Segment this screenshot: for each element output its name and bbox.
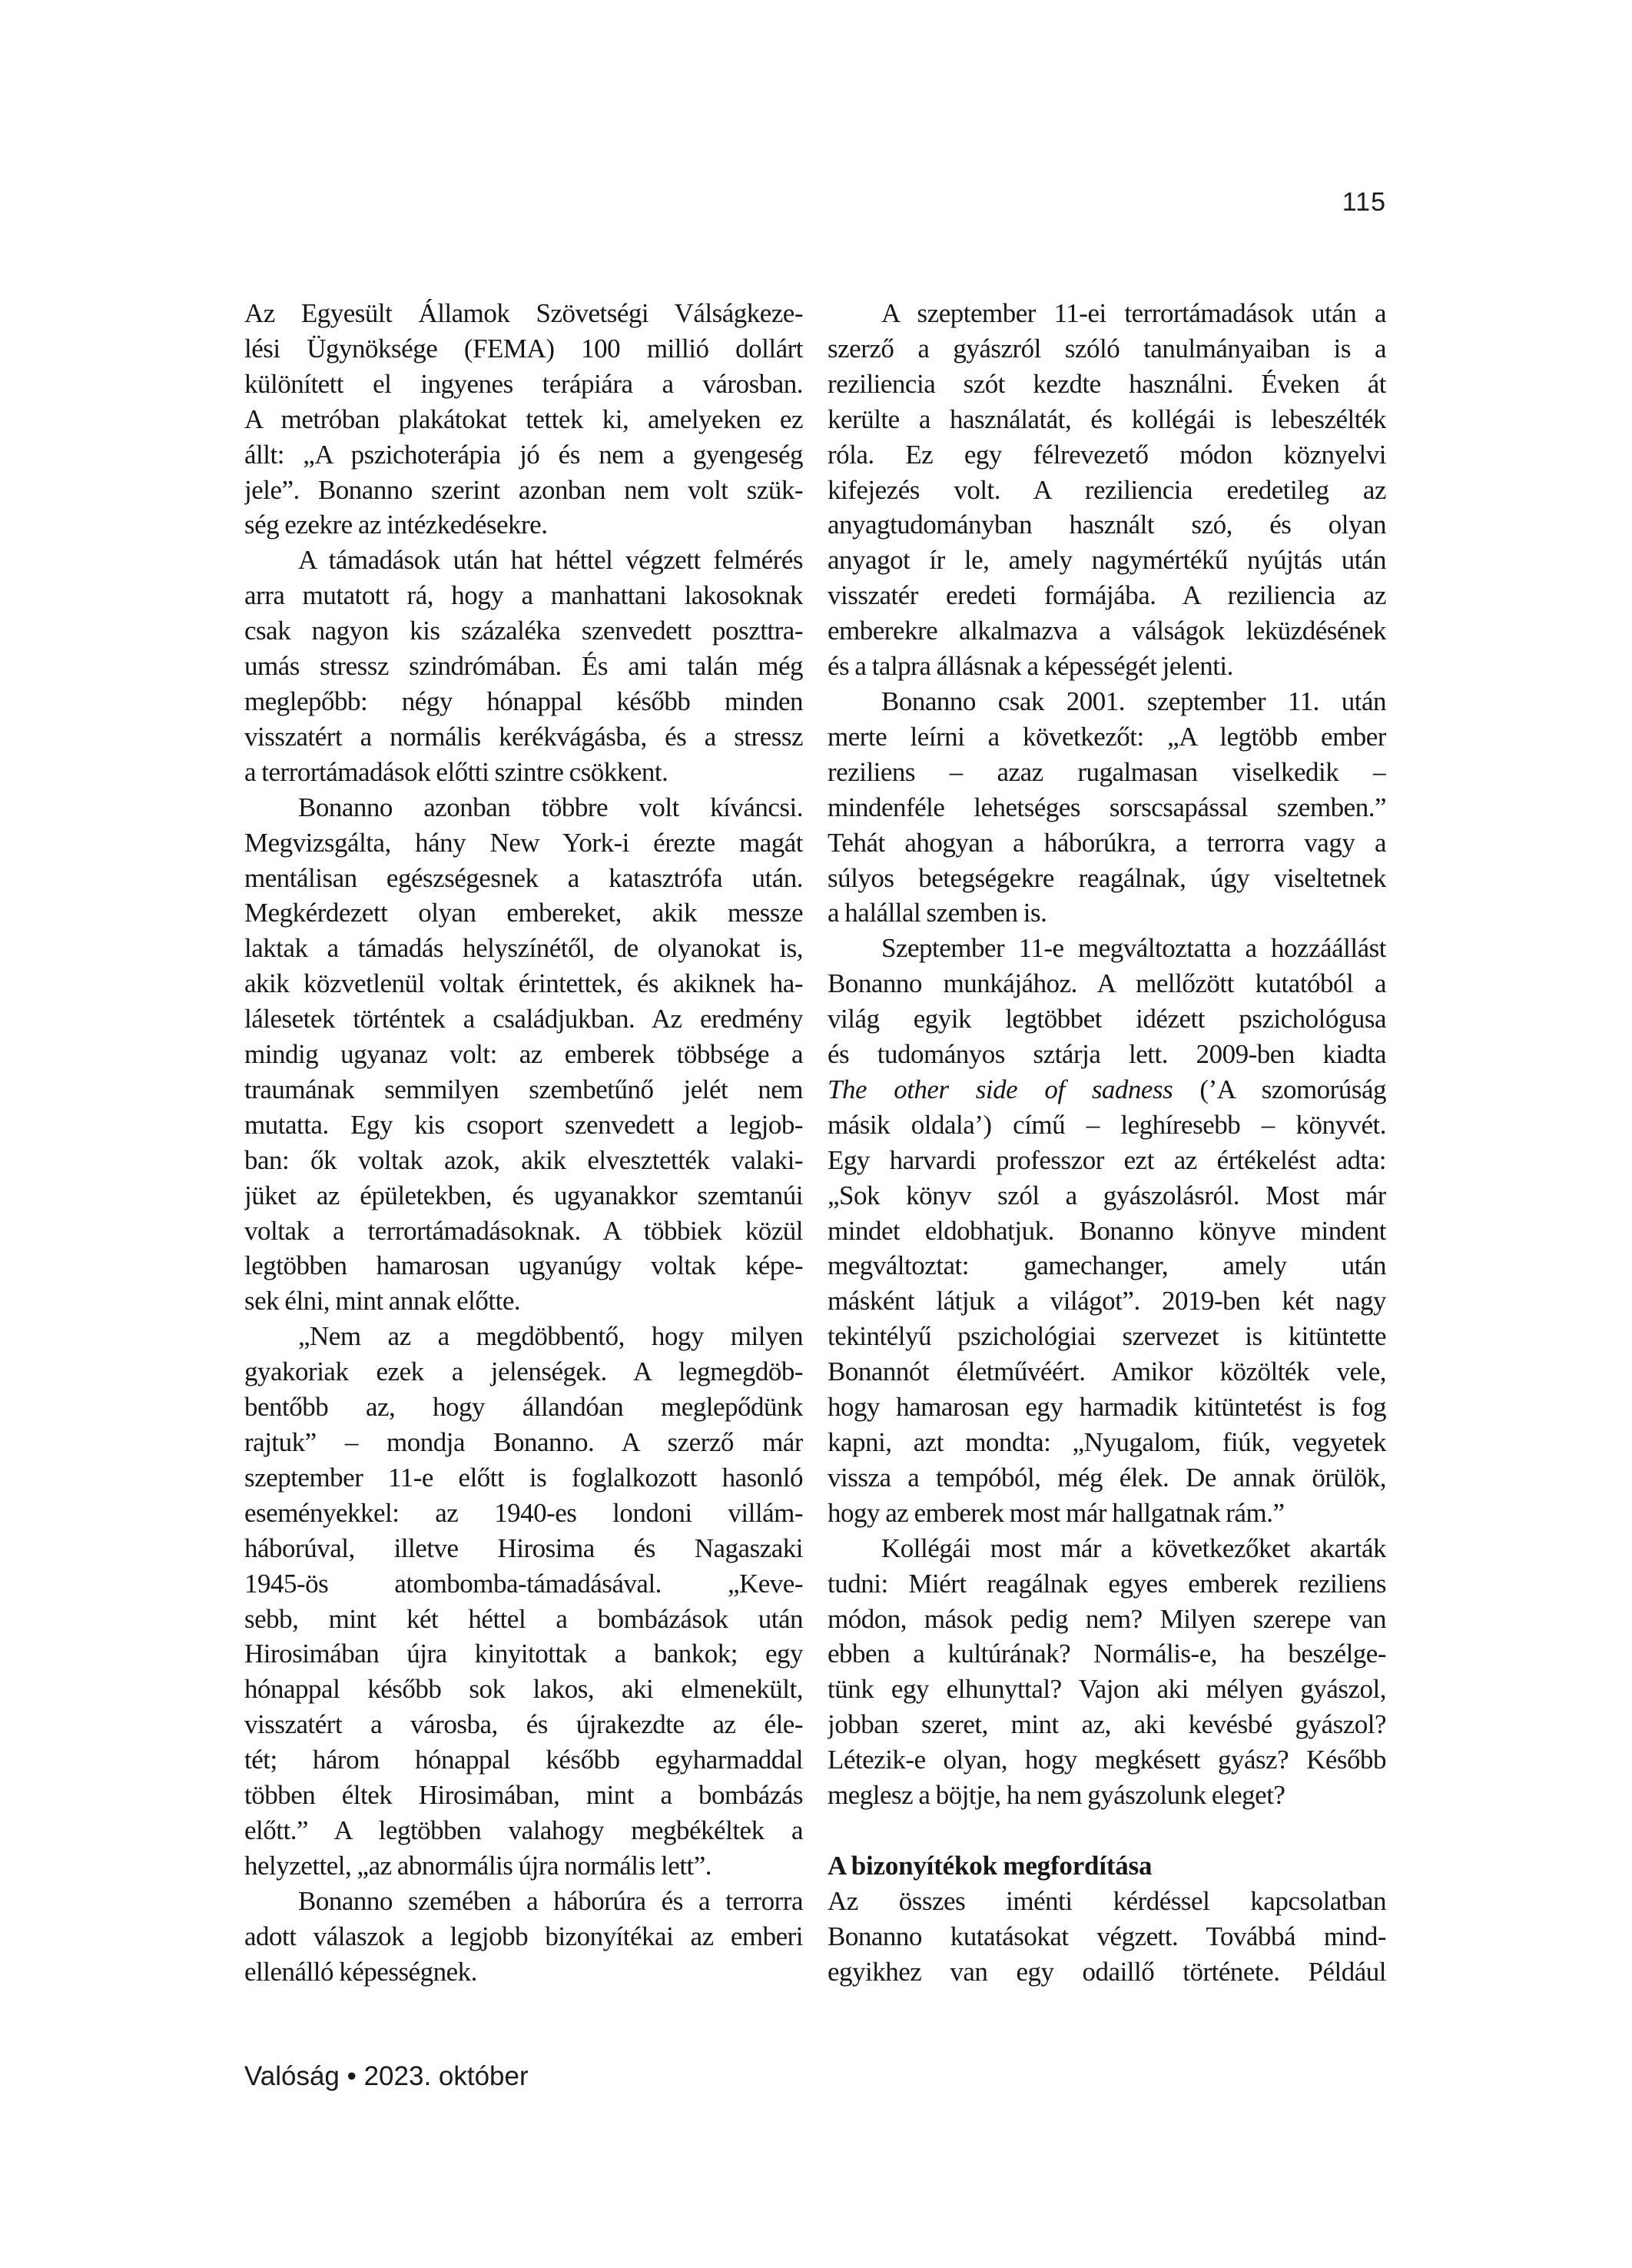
text-line: háborúval, illetve Hirosima és Nagaszaki (244, 1532, 803, 1563)
text-line: anyagtudományban használt szó, és olyan (828, 510, 1386, 540)
text-line: sek élni, mint annak előtte. (244, 1286, 521, 1317)
text-line: jele”. Bonanno szerint azonban nem volt szük- (244, 474, 803, 505)
text-line: eseményekkel: az 1940-es londoni villám- (244, 1497, 803, 1528)
text-line: bentőbb az, hogy állandóan meglepődünk (244, 1392, 803, 1423)
text-line: Bonanno azonban többre volt kíváncsi. (298, 792, 803, 822)
text-line: Az összes iménti kérdéssel kapcsolatban (828, 1885, 1386, 1916)
text-line: A támadások után hat héttel végzett felmérés (298, 545, 803, 576)
text-line: lálesetek történtek a családjukban. Az eredmény (244, 1004, 803, 1034)
text-line: Kollégái most már a következőket akarták (881, 1532, 1386, 1563)
text-line: mutatta. Egy kis csoport szenvedett a legjob- (244, 1109, 803, 1140)
text-line: laktak a támadás helyszínétől, de olyanokat is, (244, 933, 803, 964)
text-line: Az Egyesült Államok Szövetségi Válságkeze- (244, 298, 803, 328)
text-line: helyzettel, „az abnormális újra normális lett”. (244, 1850, 712, 1881)
text-line: vissza a tempóból, még élek. De annak örülök, (828, 1462, 1386, 1493)
text-line: „Nem az a megdöbbentő, hogy milyen (298, 1321, 803, 1352)
text-run: (’A szomorúság (1173, 1074, 1386, 1104)
text-line: ség ezekre az intézkedésekre. (244, 510, 548, 540)
text-line: lési Ügynöksége (FEMA) 100 millió dollárt (244, 333, 803, 364)
text-line: szeptember 11-e előtt is foglalkozott hasonló (244, 1462, 803, 1493)
text-line: mindig ugyanaz volt: az emberek többsége a (244, 1039, 803, 1070)
text-line: A metróban plakátokat tettek ki, amelyeken ez (244, 403, 803, 434)
text-line: többen éltek Hirosimában, mint a bombázás (244, 1780, 803, 1811)
text-line: másként látjuk a világot”. 2019-ben két nagy (828, 1286, 1386, 1317)
text-line: meglepőbb: négy hónappal később minden (244, 686, 803, 716)
text-line: ellenálló képességnek. (244, 1956, 477, 1987)
text-line: előtt.” A legtöbben valahogy megbékéltek a (244, 1815, 803, 1845)
text-line: tekintélyű pszichológiai szervezet is kitüntette (828, 1321, 1386, 1352)
text-line: jobban szeret, mint az, aki kevésbé gyászol? (828, 1709, 1386, 1740)
text-line: és tudományos sztárja lett. 2009-ben kiadta (828, 1039, 1386, 1070)
text-line: merte leírni a következőt: „A legtöbb ember (828, 721, 1386, 752)
text-line: Bonannót életművéért. Amikor közölték vele, (828, 1356, 1386, 1387)
text-line: módon, mások pedig nem? Milyen szerepe van (828, 1603, 1386, 1634)
text-line: a halállal szemben is. (828, 898, 1047, 928)
text-column-left (244, 296, 803, 1990)
text-line: jüket az épületekben, és ugyanakkor szemtanúi (244, 1180, 803, 1210)
text-line: különített el ingyenes terápiára a városban. (244, 368, 803, 399)
text-line: másik oldala’) című – leghíresebb – könyvét. (828, 1109, 1386, 1140)
text-line: meglesz a böjtje, ha nem gyászolunk eleget? (828, 1780, 1285, 1811)
text-line: hogy hamarosan egy harmadik kitüntetést is fog (828, 1392, 1386, 1423)
text-line: Létezik-e olyan, hogy megkésett gyász? Később (828, 1745, 1386, 1775)
text-line: mentálisan egészségesnek a katasztrófa után. (244, 862, 803, 893)
text-line: csak nagyon kis százaléka szenvedett poszttra- (244, 616, 803, 646)
text-line: A szeptember 11-ei terrortámadások után a (881, 298, 1386, 328)
text-line: róla. Ez egy félrevezető módon köznyelvi (828, 439, 1386, 470)
text-line: reziliens – azaz rugalmasan viselkedik – (828, 756, 1386, 787)
text-line: umás stressz szindrómában. És ami talán még (244, 651, 803, 682)
text-line: kapni, azt mondta: „Nyugalom, fiúk, vegyetek (828, 1427, 1386, 1457)
text-line: Egy harvardi professzor ezt az értékelést adta: (828, 1144, 1386, 1175)
text-line: tét; három hónappal később egyharmaddal (244, 1745, 803, 1775)
text-line: világ egyik legtöbbet idézett pszichológusa (828, 1004, 1386, 1034)
text-line: Hirosimában újra kinyitottak a bankok; egy (244, 1639, 803, 1669)
text-line: Megkérdezett olyan embereket, akik messze (244, 898, 803, 928)
text-line: Szeptember 11-e megváltoztatta a hozzáállást (881, 933, 1386, 964)
blank-line (828, 1813, 1386, 1848)
text-line: legtöbben hamarosan ugyanúgy voltak képe- (244, 1250, 803, 1281)
text-line: szerző a gyászról szóló tanulmányaiban is a (828, 333, 1386, 364)
text-line: Tehát ahogyan a háborúkra, a terrorra vagy a (828, 827, 1386, 858)
text-line: visszatér eredeti formájába. A reziliencia az (828, 580, 1386, 611)
text-line: ban: ők voltak azok, akik elvesztették valaki- (244, 1144, 803, 1175)
text-line: mindet eldobhatjuk. Bonanno könyve mindent (828, 1215, 1386, 1246)
text-line: és a talpra állásnak a képességét jelenti. (828, 651, 1233, 682)
text-line: 1945-ös atombomba-támadásával. „Keve- (244, 1568, 803, 1599)
text-line: traumának semmilyen szembetűnő jelét nem (244, 1074, 803, 1104)
text-line: hogy az emberek most már hallgatnak rám.” (828, 1497, 1285, 1528)
journal-footer: Valóság • 2023. október (244, 2061, 529, 2091)
text-line: „Sok könyv szól a gyászolásról. Most már (828, 1180, 1386, 1210)
text-line: sebb, mint két héttel a bombázások után (244, 1603, 803, 1634)
text-line: visszatért a városba, és újrakezdte az éle- (244, 1709, 803, 1740)
text-line: emberekre alkalmazva a válságok leküzdésének (828, 616, 1386, 646)
text-column-right (828, 296, 1386, 1990)
text-line: voltak a terrortámadásoknak. A többiek közül (244, 1215, 803, 1246)
text-line: állt: „A pszichoterápia jó és nem a gyengeség (244, 439, 803, 470)
text-line: Bonanno kutatásokat végzett. Továbbá mind- (828, 1921, 1386, 1951)
text-line: gyakoriak ezek a jelenségek. A legmegdöb- (244, 1356, 803, 1387)
section-heading: A bizonyítékok megfordítása (828, 1850, 1153, 1881)
text-line: arra mutatott rá, hogy a manhattani lakosoknak (244, 580, 803, 611)
text-line: tünk egy elhunyttal? Vajon aki mélyen gyászol, (828, 1674, 1386, 1705)
text-line: Megvizsgálta, hány New York-i érezte magát (244, 827, 803, 858)
text-line: reziliencia szót kezdte használni. Éveken át (828, 368, 1386, 399)
page-number: 115 (1342, 188, 1386, 217)
text-line: kerülte a használatát, és kollégái is lebeszélték (828, 403, 1386, 434)
text-line: megváltoztat: gamechanger, amely után (828, 1250, 1386, 1281)
text-line: Bonanno csak 2001. szeptember 11. után (881, 686, 1386, 716)
text-line: mindenféle lehetséges sorscsapással szemben.” (828, 792, 1386, 822)
text-line: adott válaszok a legjobb bizonyítékai az emberi (244, 1921, 803, 1951)
text-line: ebben a kultúrának? Normális-e, ha beszélge- (828, 1639, 1386, 1669)
text-line: visszatért a normális kerékvágásba, és a stressz (244, 721, 803, 752)
text-line: rajtuk” – mondja Bonanno. A szerző már (244, 1427, 803, 1457)
text-line: kifejezés volt. A reziliencia eredetileg az (828, 474, 1386, 505)
text-line: egyikhez van egy odaillő története. Például (828, 1956, 1386, 1987)
text-line: hónappal később sok lakos, aki elmenekült, (244, 1674, 803, 1705)
text-line: Bonanno munkájához. A mellőzött kutatóból a (828, 968, 1386, 999)
text-line: Bonanno szemében a háborúra és a terrorra (298, 1885, 803, 1916)
text-line: a terrortámadások előtti szintre csökkent. (244, 756, 668, 787)
text-line: tudni: Miért reagálnak egyes emberek reziliens (828, 1568, 1386, 1599)
text-line: súlyos betegségekre reagálnak, úgy viseltetnek (828, 862, 1386, 893)
text-line: akik közvetlenül voltak érintettek, és akiknek ha- (244, 968, 803, 999)
book-title-italic: The other side of sadness (828, 1074, 1173, 1104)
text-line: anyagot ír le, amely nagymértékű nyújtás után (828, 545, 1386, 576)
text-line (828, 1072, 1386, 1107)
